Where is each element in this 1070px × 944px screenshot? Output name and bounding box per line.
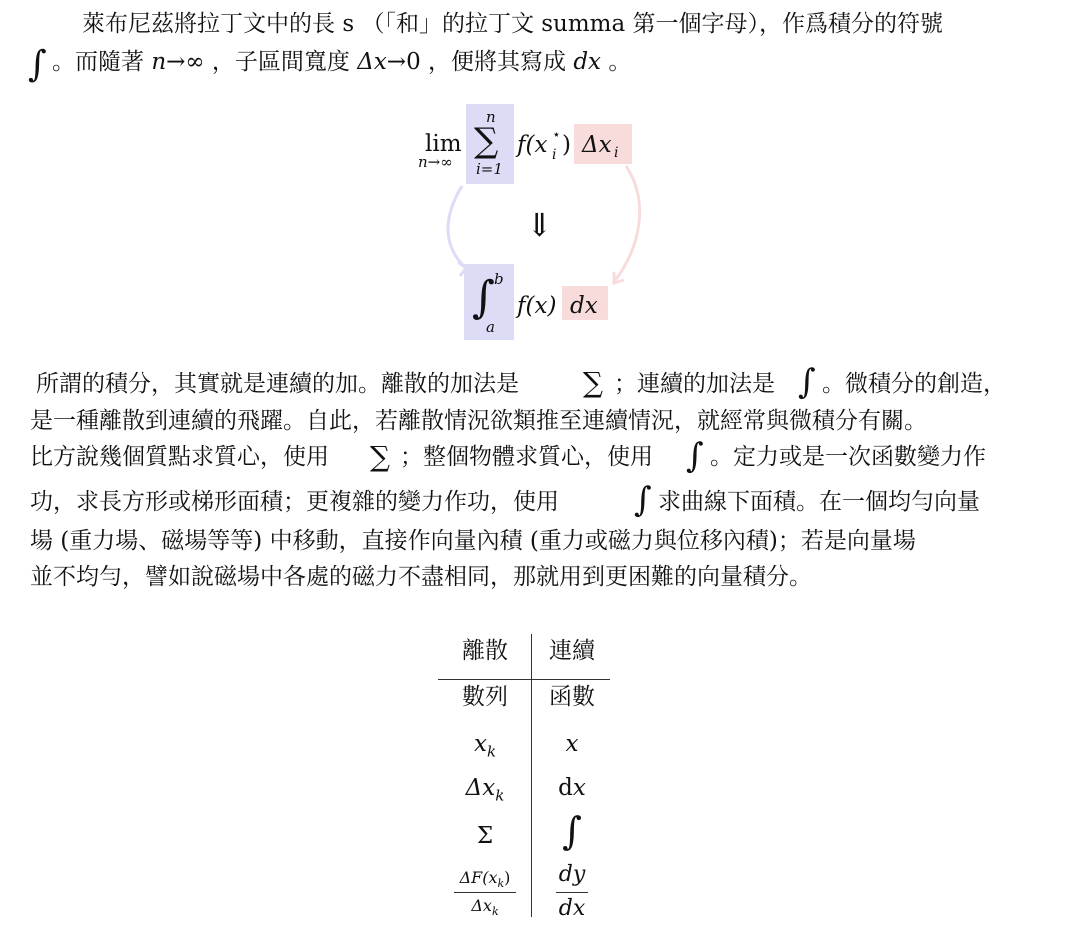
table-cell — [440, 733, 530, 760]
lim-operator: lim — [425, 131, 462, 157]
fx-star-close: ) — [562, 132, 571, 158]
table-cell: 函數 — [549, 684, 595, 710]
math-base: Δx — [471, 896, 492, 915]
math-d: d — [558, 775, 573, 801]
paragraph-2-line-3b — [400, 446, 653, 469]
math-n: n — [151, 49, 167, 75]
fraction-bar — [454, 892, 516, 893]
math-base: ΔF(x — [459, 868, 498, 887]
text-segment: 比方說幾個質點求質心，使用 — [30, 444, 329, 470]
table-cell: x — [565, 731, 579, 757]
paragraph-2-line-4 — [30, 491, 559, 514]
text-segment: 並不均勻，譬如說磁場中各處的磁力不盡相同，那就用到更困難的向量積分。 — [30, 564, 812, 590]
text-segment: 萊布尼茲將拉丁文中的長 — [82, 11, 335, 37]
fraction-denominator: dx — [558, 896, 586, 921]
table-cell — [440, 777, 530, 804]
paragraph-2-line-1b — [614, 373, 775, 396]
integral-symbol-inline: ∫ — [634, 480, 652, 520]
fraction-bar — [556, 892, 588, 893]
integral-operator: ∫ — [472, 272, 495, 323]
text-segment: 功，求長方形或梯形面積；更複雜的變力作功，使用 — [30, 489, 559, 515]
math-subscript: k — [491, 905, 499, 919]
math-base: Δx — [465, 775, 496, 801]
sum-to-integral-arrow — [448, 186, 466, 268]
text-segment: ，子區間寬度 — [211, 49, 350, 75]
math-dx: dx — [573, 49, 602, 75]
sum-symbol-inline: ∑ — [583, 366, 603, 399]
math-subscript: k — [495, 786, 505, 805]
text-s: s — [342, 11, 355, 37]
implies-arrow: ⇓ — [526, 206, 553, 244]
sum-operator: ∑ — [474, 121, 499, 161]
paragraph-2-line-3 — [30, 446, 329, 469]
sum-lower-limit: i=1 — [476, 160, 503, 178]
table-cell: ∫ — [562, 809, 582, 853]
text-segment: ；連續的加法是 — [614, 371, 775, 397]
sum-upper-limit: n — [486, 108, 496, 126]
math-arrow: →∞ — [166, 49, 205, 75]
fraction-denominator — [440, 898, 530, 917]
table-cell — [533, 777, 611, 800]
text-segment: ，便將其寫成 — [428, 49, 567, 75]
text-segment: 。微積分的創造， — [822, 371, 1006, 397]
delta-x-subscript: i — [614, 145, 619, 161]
integral-symbol: ∫ — [28, 44, 47, 85]
text-summa: summa — [541, 11, 626, 37]
table-header-continuous: 連續 — [549, 638, 595, 664]
table-header-discrete: 離散 — [462, 638, 508, 664]
fx-star-function: f(x — [517, 132, 548, 158]
integral-symbol-inline: ∫ — [686, 436, 704, 476]
paragraph-2-line-3c — [710, 446, 986, 469]
delta-to-dx-arrow — [614, 166, 640, 282]
paragraph-2-line-6 — [30, 566, 812, 589]
table-cell: Σ — [476, 823, 494, 849]
text-segment: 。 — [608, 49, 632, 75]
math-subscript: k — [486, 742, 497, 761]
fraction-numerator: dy — [558, 862, 586, 887]
text-segment: 第一個字母），作爲積分的符號 — [632, 11, 944, 37]
fx-function: f(x) — [517, 293, 557, 319]
text-segment: 所謂的積分，其實就是連續的加。離散的加法是 — [36, 371, 519, 397]
math-close: ) — [504, 868, 511, 887]
math-base: x — [473, 731, 487, 757]
paragraph-2-line-1 — [36, 373, 519, 396]
text-segment: 。定力或是一次函數變力作 — [710, 444, 986, 470]
table-vertical-rule — [531, 634, 532, 917]
paragraph-2-line-1c — [822, 373, 1006, 396]
paragraph-2-line-4b — [658, 491, 980, 514]
integral-symbol-inline: ∫ — [798, 362, 816, 402]
math-arrow: →0 — [386, 49, 421, 75]
star-subscript: i — [552, 147, 557, 163]
paragraph-2-line-5 — [30, 530, 916, 553]
text-segment: 是一種離散到連續的飛躍。自此，若離散情況欲類推至連續情況，就經常與微積分有關。 — [30, 408, 927, 434]
text-segment: 。而隨著 — [52, 49, 144, 75]
table-cell: 數列 — [462, 684, 508, 710]
text-segment: （「和」的拉丁文 — [361, 11, 534, 37]
math-x: x — [572, 775, 586, 801]
fraction-numerator — [440, 870, 530, 889]
table-header-rule — [438, 679, 610, 680]
text-segment: 場 (重力場、磁場等等) 中移動，直接作向量內積 (重力或磁力與位移內積)；若是向量場 — [30, 528, 916, 554]
sum-symbol-inline: ∑ — [370, 440, 390, 473]
integral-upper-limit: b — [494, 270, 504, 288]
math-subscript: k — [497, 877, 505, 891]
sum-to-integral-arrowhead — [458, 262, 466, 276]
star-superscript: ⋆ — [552, 127, 561, 143]
lim-subscript: n→∞ — [418, 153, 453, 171]
delta-x-term: Δx — [582, 132, 612, 158]
paragraph-2-line-2 — [30, 410, 927, 433]
dx-term: dx — [570, 293, 598, 319]
text-segment: 求曲線下面積。在一個均勻向量 — [658, 489, 980, 515]
math-delta-x: Δx — [357, 49, 387, 75]
text-segment: ；整個物體求質心，使用 — [400, 444, 653, 470]
integral-lower-limit: a — [486, 318, 495, 336]
